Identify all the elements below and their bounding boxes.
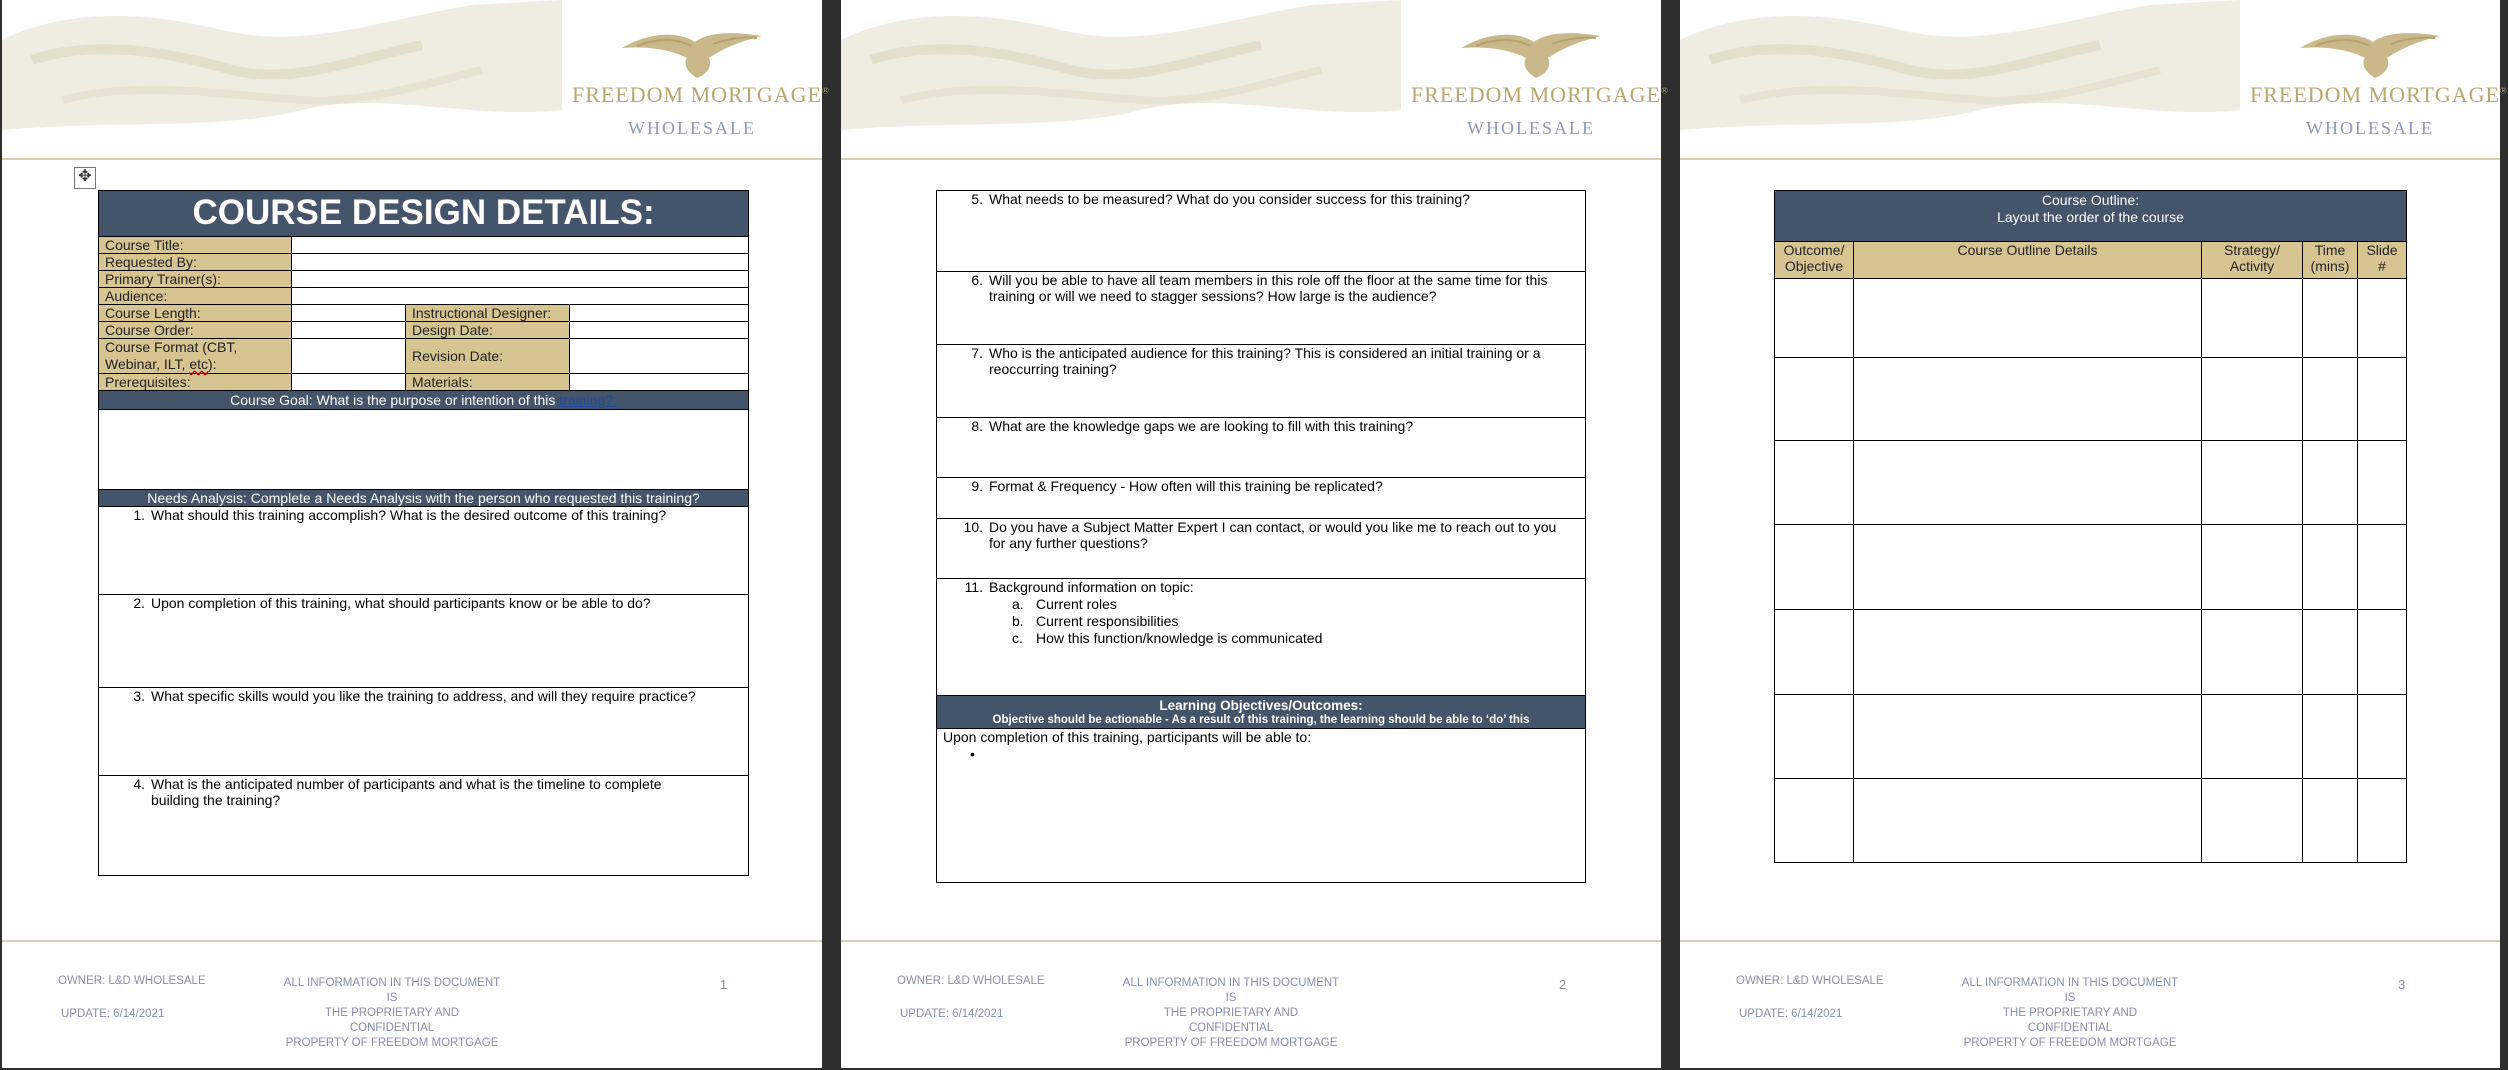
freedom-mortgage-logo — [572, 28, 830, 148]
design-date-label: Design Date: — [406, 322, 570, 339]
column-header-details: Course Outline Details — [1854, 242, 2202, 279]
footer-confidential: ALL INFORMATION IN THIS DOCUMENT IS THE PROPRIETARY AND CONFIDENTIAL PROPERTY OF FREEDOM MORTGAGE — [1961, 977, 2179, 1049]
footer-rule — [841, 940, 1661, 942]
question-9[interactable]: 9. Format & Frequency - How often will this training be replicated? — [937, 478, 1586, 519]
course-format-text-4: ): — [208, 356, 217, 372]
sub-item-c: c. How this function/knowledge is communicated — [1012, 630, 1323, 646]
question-2[interactable]: 2. Upon completion of this training, what should participants know or be able to do? — [99, 595, 749, 688]
question-6[interactable]: 6. Will you be able to have all team members in this role off the floor at the same time for this training or will we need to stagger sessions? How large is the audience? — [937, 272, 1586, 345]
course-design-table — [98, 190, 749, 876]
course-order-field[interactable] — [292, 322, 406, 339]
eagle-logo-icon — [2295, 28, 2445, 80]
question-4[interactable]: 4. What is the anticipated number of participants and what is the timeline to complete building the training? — [99, 776, 749, 876]
footer-update: UPDATE: 6/14/2021 — [61, 1008, 165, 1020]
header-rule — [841, 158, 1661, 160]
freedom-mortgage-logo — [2250, 28, 2508, 148]
needs-analysis-header: Needs Analysis: Complete a Needs Analysis with the person who requested this training? — [99, 490, 749, 507]
table-row — [1775, 358, 2407, 441]
brand-name: FREEDOM MORTGAGE — [2250, 82, 2500, 107]
course-goal-selected: training?: — [559, 392, 617, 408]
brand-division: WHOLESALE — [2306, 118, 2434, 138]
footer-rule — [2, 940, 822, 942]
footer-owner: OWNER: L&D WHOLESALE — [897, 975, 1045, 987]
primary-trainer-label: Primary Trainer(s): — [99, 271, 292, 288]
page-number: 3 — [2398, 977, 2406, 992]
course-outline-table — [1774, 190, 2407, 863]
revision-date-field[interactable] — [570, 339, 749, 374]
course-title-label: Course Title: — [99, 237, 292, 254]
course-outline-title: Course Outline: — [2041, 192, 2140, 208]
footer-owner: OWNER: L&D WHOLESALE — [1736, 975, 1884, 987]
page-footer — [1680, 960, 2500, 1060]
materials-label: Materials: — [406, 374, 570, 391]
header-rule — [2, 158, 822, 160]
table-row — [1775, 779, 2407, 863]
brand-division: WHOLESALE — [628, 118, 756, 138]
design-date-field[interactable] — [570, 322, 749, 339]
table-row — [1775, 610, 2407, 695]
document-page-3 — [1680, 0, 2508, 1068]
question-7[interactable]: 7. Who is the anticipated audience for this training? This is considered an initial training or a reoccurring training? — [937, 345, 1586, 418]
page-number: 2 — [1559, 977, 1567, 992]
page-footer — [2, 960, 822, 1060]
column-header-time: Time (mins) — [2303, 242, 2358, 279]
sub-item-b: b. Current responsibilities — [1012, 613, 1179, 629]
column-header-outcome: Outcome/ Objective — [1775, 242, 1854, 279]
course-format-text-1: Course Format (CBT, — [105, 339, 238, 355]
document-page-1 — [2, 0, 830, 1068]
freedom-mortgage-logo — [1411, 28, 1669, 148]
instructional-designer-label: Instructional Designer: — [406, 305, 570, 322]
course-goal-header — [99, 391, 749, 410]
course-format-label — [99, 339, 292, 374]
course-outline-subtitle: Layout the order of the course — [1997, 209, 2184, 225]
document-page-2 — [841, 0, 1669, 1068]
table-row — [1775, 441, 2407, 525]
table-row — [1775, 695, 2407, 779]
footer-rule — [1680, 940, 2500, 942]
course-order-label: Course Order: — [99, 322, 292, 339]
table-row — [1775, 525, 2407, 610]
brand-name: FREEDOM MORTGAGE — [1411, 82, 1661, 107]
learning-objectives-subtitle: Objective should be actionable - As a result of this training, the learning should be able to ‘do’ this — [992, 714, 1530, 726]
eagle-logo-icon — [1456, 28, 1606, 80]
audience-field[interactable] — [292, 288, 749, 305]
instructional-designer-field[interactable] — [570, 305, 749, 322]
course-format-field[interactable] — [292, 339, 406, 374]
learning-objectives-header — [937, 696, 1586, 729]
question-3[interactable]: 3. What specific skills would you like the training to address, and will they require practice? — [99, 688, 749, 776]
footer-owner: OWNER: L&D WHOLESALE — [58, 975, 206, 987]
trademark-mark: ® — [1660, 85, 1669, 96]
footer-confidential: ALL INFORMATION IN THIS DOCUMENT IS THE PROPRIETARY AND CONFIDENTIAL PROPERTY OF FREEDOM MORTGAGE — [1122, 977, 1340, 1049]
course-goal-prefix: Course Goal: What is the purpose or intention of this — [230, 392, 560, 408]
trademark-mark: ® — [821, 85, 830, 96]
column-header-strategy: Strategy/ Activity — [2202, 242, 2303, 279]
eagle-logo-icon — [617, 28, 767, 80]
learning-objectives-title: Learning Objectives/Outcomes: — [1159, 698, 1363, 713]
revision-date-label: Revision Date: — [406, 339, 570, 374]
materials-field[interactable] — [570, 374, 749, 391]
course-length-field[interactable] — [292, 305, 406, 322]
audience-label: Audience: — [99, 288, 292, 305]
course-outline-header — [1775, 191, 2407, 242]
course-format-text-2: Webinar, ILT, — [105, 356, 190, 372]
page-footer — [841, 960, 1661, 1060]
question-5[interactable]: 5. What needs to be measured? What do you consider success for this training? — [937, 191, 1586, 272]
prerequisites-label: Prerequisites: — [99, 374, 292, 391]
course-length-label: Course Length: — [99, 305, 292, 322]
footer-update: UPDATE: 6/14/2021 — [1739, 1008, 1843, 1020]
trademark-mark: ® — [2499, 85, 2508, 96]
primary-trainer-field[interactable] — [292, 271, 749, 288]
table-row — [1775, 279, 2407, 358]
learning-objectives-field[interactable] — [937, 729, 1586, 883]
objectives-intro: Upon completion of this training, participants will be able to: — [943, 729, 1312, 745]
page-title: COURSE DESIGN DETAILS: — [192, 193, 655, 232]
footer-confidential: ALL INFORMATION IN THIS DOCUMENT IS THE PROPRIETARY AND CONFIDENTIAL PROPERTY OF FREEDOM MORTGAGE — [283, 977, 501, 1049]
question-8[interactable]: 8. What are the knowledge gaps we are looking to fill with this training? — [937, 418, 1586, 478]
page-number: 1 — [720, 977, 728, 992]
column-header-slide: Slide # — [2358, 242, 2407, 279]
question-10[interactable]: 10. Do you have a Subject Matter Expert I can contact, or would you like me to reach out to you for any further questions? — [937, 519, 1586, 579]
question-11[interactable]: 11. Background information on topic: a. Current roles b. Current responsibilities c. How this function/knowledge is communicated — [937, 579, 1586, 696]
needs-analysis-continued-table — [936, 190, 1586, 883]
table-move-handle-icon[interactable]: ✥ — [74, 167, 96, 189]
course-title-field[interactable] — [292, 237, 749, 254]
sub-item-a: a. Current roles — [1012, 596, 1117, 612]
objectives-bullet: • — [970, 746, 975, 762]
footer-update: UPDATE: 6/14/2021 — [900, 1008, 1004, 1020]
requested-by-field[interactable] — [292, 254, 749, 271]
course-format-etc: etc — [189, 356, 208, 372]
prerequisites-field[interactable] — [292, 374, 406, 391]
brand-division: WHOLESALE — [1467, 118, 1595, 138]
question-1[interactable]: 1. What should this training accomplish? What is the desired outcome of this training? — [99, 507, 749, 595]
header-rule — [1680, 158, 2500, 160]
brand-name: FREEDOM MORTGAGE — [572, 82, 822, 107]
course-goal-field[interactable] — [99, 410, 749, 490]
requested-by-label: Requested By: — [99, 254, 292, 271]
